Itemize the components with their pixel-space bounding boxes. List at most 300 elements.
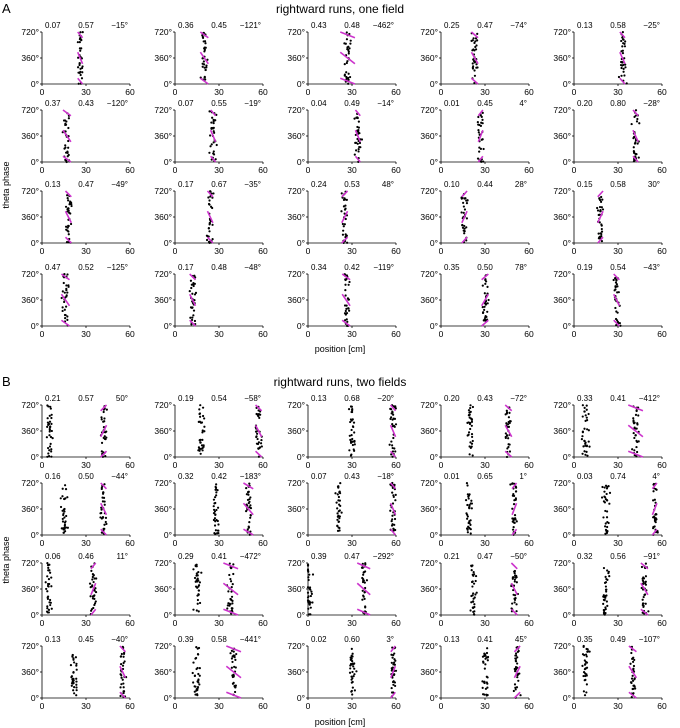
data-point [198, 408, 200, 410]
data-point [49, 430, 51, 432]
y-tick-label: 360° [420, 584, 438, 594]
data-point [248, 482, 250, 484]
data-point [637, 414, 639, 416]
data-point [469, 524, 471, 526]
data-point [245, 487, 247, 489]
data-point [601, 496, 603, 498]
data-point [393, 447, 395, 449]
x-tick-label: 60 [391, 538, 401, 548]
data-point [201, 449, 203, 451]
x-tick-label: 0 [438, 460, 444, 470]
data-point [645, 581, 647, 583]
data-point [598, 214, 600, 216]
data-point [338, 503, 340, 505]
panel [420, 552, 534, 628]
data-point [202, 415, 204, 417]
panel [420, 99, 534, 175]
data-point [634, 141, 636, 143]
x-tick-label: 0 [571, 701, 577, 711]
data-point [605, 581, 607, 583]
panel [154, 21, 268, 97]
phase-precession-left-value: 0.03 [577, 472, 593, 481]
data-point [469, 428, 471, 430]
data-point [616, 283, 618, 285]
data-point [79, 38, 81, 40]
section-b-letter: B [2, 374, 11, 389]
x-tick-label: 30 [480, 246, 490, 256]
data-point [198, 589, 200, 591]
x-tick-label: 0 [571, 165, 577, 175]
data-point [195, 564, 197, 566]
data-point [48, 578, 50, 580]
fit-line [63, 110, 71, 116]
data-point [231, 596, 233, 598]
data-point [217, 530, 219, 532]
data-point [486, 311, 488, 313]
x-tick-label: 0 [305, 246, 311, 256]
phase-precession-mid-value: 0.41 [610, 394, 626, 403]
data-point [630, 652, 632, 654]
data-point [233, 675, 235, 677]
data-point [601, 486, 603, 488]
data-point [68, 233, 70, 235]
data-point [199, 602, 201, 604]
data-point [70, 664, 72, 666]
slope-angle-value: −49° [111, 180, 128, 189]
data-point [68, 154, 70, 156]
y-tick-label: 0° [429, 693, 438, 703]
data-point [506, 456, 508, 458]
x-tick-label: 0 [39, 460, 45, 470]
section-a-xlabel: position [cm] [314, 344, 366, 354]
panel [21, 99, 135, 175]
data-point [394, 499, 396, 501]
data-point [468, 434, 470, 436]
phase-precession-mid-value: 0.42 [344, 263, 360, 272]
y-tick-label: 360° [21, 426, 39, 436]
data-point [227, 590, 229, 592]
phase-precession-mid-value: 0.45 [78, 635, 94, 644]
data-point [346, 62, 348, 64]
slope-angle-value: 78° [514, 263, 527, 272]
slope-angle-value: 4° [652, 472, 660, 481]
y-tick-label: 720° [553, 558, 571, 568]
data-point [515, 487, 517, 489]
slope-angle-value: −292° [372, 552, 394, 561]
data-point [72, 681, 74, 683]
y-tick-label: 0° [429, 79, 438, 89]
data-point [620, 75, 622, 77]
fit-line [462, 191, 467, 197]
data-point [79, 47, 81, 49]
phase-precession-left-value: 0.07 [311, 472, 327, 481]
fit-line [355, 110, 360, 116]
data-point [66, 151, 68, 153]
data-point [105, 517, 107, 519]
data-point [66, 315, 68, 317]
data-point [197, 653, 199, 655]
x-tick-label: 30 [214, 246, 224, 256]
data-point [482, 687, 484, 689]
x-tick-label: 0 [172, 246, 178, 256]
data-point [75, 665, 77, 667]
data-point [307, 586, 309, 588]
data-point [645, 603, 647, 605]
slope-angle-value: 48° [381, 180, 394, 189]
x-tick-label: 60 [657, 87, 667, 97]
data-point [484, 278, 486, 280]
data-point [599, 206, 601, 208]
data-point [67, 284, 69, 286]
data-point [337, 499, 339, 501]
data-point [351, 671, 353, 673]
y-tick-label: 360° [154, 131, 172, 141]
data-point [310, 591, 312, 593]
data-point [230, 580, 232, 582]
y-tick-label: 720° [287, 27, 305, 37]
data-point [346, 242, 348, 244]
data-point [49, 445, 51, 447]
phase-precession-left-value: 0.17 [178, 180, 194, 189]
data-point [64, 314, 66, 316]
data-point [346, 31, 348, 33]
data-point [633, 678, 635, 680]
x-tick-label: 0 [172, 618, 178, 628]
y-tick-label: 0° [30, 452, 39, 462]
data-point [215, 494, 217, 496]
data-point [633, 659, 635, 661]
data-point [468, 527, 470, 529]
data-point [635, 109, 637, 111]
data-point [79, 72, 81, 74]
data-point [468, 497, 470, 499]
slope-angle-value: −15° [111, 21, 128, 30]
data-point [645, 562, 647, 564]
data-point [587, 650, 589, 652]
data-point [105, 523, 107, 525]
data-point [50, 576, 52, 578]
phase-precession-mid-value: 0.43 [78, 99, 94, 108]
data-point [51, 430, 53, 432]
data-point [66, 273, 68, 275]
data-point [652, 527, 654, 529]
data-point [198, 683, 200, 685]
data-point [602, 208, 604, 210]
slope-angle-value: 28° [514, 180, 527, 189]
y-tick-label: 720° [154, 27, 172, 37]
data-point [475, 67, 477, 69]
slope-angle-value: −44° [111, 472, 128, 481]
data-point [62, 306, 64, 308]
data-point [472, 406, 474, 408]
data-point [606, 499, 608, 501]
phase-precession-left-value: 0.29 [178, 552, 194, 561]
data-point [351, 411, 353, 413]
y-tick-label: 360° [21, 667, 39, 677]
x-tick-label: 30 [214, 701, 224, 711]
phase-precession-mid-value: 0.58 [610, 21, 626, 30]
data-point [470, 502, 472, 504]
data-point [352, 418, 354, 420]
data-point [471, 443, 473, 445]
data-point [76, 669, 78, 671]
data-point [352, 444, 354, 446]
data-point [105, 521, 107, 523]
panel [154, 263, 268, 339]
x-tick-label: 30 [347, 165, 357, 175]
data-point [508, 412, 510, 414]
data-point [606, 493, 608, 495]
data-point [394, 660, 396, 662]
phase-precession-left-value: 0.01 [444, 99, 460, 108]
x-tick-label: 0 [172, 460, 178, 470]
data-point [472, 440, 474, 442]
data-point [65, 515, 67, 517]
data-point [467, 529, 469, 531]
data-point [227, 602, 229, 604]
phase-precession-left-value: 0.13 [444, 635, 460, 644]
phase-precession-left-value: 0.43 [311, 21, 327, 30]
x-tick-label: 30 [480, 460, 490, 470]
data-point [194, 686, 196, 688]
data-point [390, 416, 392, 418]
data-point [393, 418, 395, 420]
data-point [344, 284, 346, 286]
data-point [599, 199, 601, 201]
data-point [248, 525, 250, 527]
data-point [203, 63, 205, 65]
data-point [348, 281, 350, 283]
data-point [506, 447, 508, 449]
y-tick-label: 360° [287, 584, 305, 594]
data-point [256, 438, 258, 440]
data-point [72, 678, 74, 680]
slope-angle-value: −25° [643, 21, 660, 30]
data-point [389, 444, 391, 446]
data-point [482, 693, 484, 695]
x-tick-label: 60 [125, 701, 135, 711]
y-tick-label: 720° [420, 269, 438, 279]
y-tick-label: 0° [562, 530, 571, 540]
data-point [101, 442, 103, 444]
data-point [194, 283, 196, 285]
data-point [632, 675, 634, 677]
x-tick-label: 0 [172, 329, 178, 339]
data-point [196, 688, 198, 690]
x-tick-label: 0 [39, 246, 45, 256]
slope-angle-value: −107° [638, 635, 660, 644]
data-point [230, 598, 232, 600]
data-point [90, 570, 92, 572]
data-point [472, 37, 474, 39]
phase-precession-mid-value: 0.56 [610, 552, 626, 561]
data-point [234, 691, 236, 693]
data-point [486, 652, 488, 654]
data-point [357, 150, 359, 152]
y-tick-label: 720° [21, 558, 39, 568]
data-point [255, 430, 257, 432]
data-point [202, 407, 204, 409]
data-point [361, 138, 363, 140]
phase-precession-left-value: 0.37 [45, 99, 61, 108]
y-tick-label: 720° [420, 558, 438, 568]
data-point [196, 609, 198, 611]
y-tick-label: 360° [154, 426, 172, 436]
data-point [614, 288, 616, 290]
data-point [615, 318, 617, 320]
data-point [208, 199, 210, 201]
data-point [605, 529, 607, 531]
data-point [514, 578, 516, 580]
x-tick-label: 60 [524, 329, 534, 339]
panel [287, 635, 401, 711]
data-point [487, 302, 489, 304]
data-point [93, 598, 95, 600]
data-point [65, 289, 67, 291]
x-tick-label: 30 [480, 538, 490, 548]
data-point [336, 512, 338, 514]
x-tick-label: 0 [172, 538, 178, 548]
data-point [229, 562, 231, 564]
panel [553, 635, 667, 711]
phase-precession-left-value: 0.19 [178, 394, 194, 403]
y-tick-label: 720° [154, 400, 172, 410]
data-point [357, 143, 359, 145]
data-point [472, 48, 474, 50]
phase-precession-mid-value: 0.43 [477, 394, 493, 403]
data-point [208, 227, 210, 229]
data-point [215, 487, 217, 489]
data-point [587, 413, 589, 415]
y-tick-label: 0° [296, 157, 305, 167]
data-point [586, 428, 588, 430]
data-point [588, 446, 590, 448]
data-point [606, 510, 608, 512]
x-tick-label: 60 [657, 329, 667, 339]
data-point [194, 675, 196, 677]
data-point [334, 492, 336, 494]
slope-angle-value: 3° [386, 635, 394, 644]
fit-line [511, 563, 517, 569]
data-point [586, 445, 588, 447]
data-point [123, 653, 125, 655]
y-tick-label: 360° [553, 53, 571, 63]
phase-precession-mid-value: 0.41 [211, 552, 227, 561]
data-point [604, 599, 606, 601]
y-tick-label: 720° [154, 269, 172, 279]
data-point [198, 610, 200, 612]
data-point [213, 532, 215, 534]
data-point [307, 595, 309, 597]
data-point [391, 492, 393, 494]
y-tick-label: 0° [562, 321, 571, 331]
data-point [338, 496, 340, 498]
data-point [106, 408, 108, 410]
data-point [389, 510, 391, 512]
phase-precession-left-value: 0.16 [45, 472, 61, 481]
data-point [352, 681, 354, 683]
phase-precession-mid-value: 0.46 [78, 552, 94, 561]
y-tick-label: 360° [287, 131, 305, 141]
data-point [64, 317, 66, 319]
data-point [391, 520, 393, 522]
x-tick-label: 30 [214, 165, 224, 175]
data-point [472, 592, 474, 594]
data-point [226, 607, 228, 609]
data-point [622, 39, 624, 41]
data-point [655, 489, 657, 491]
slope-angle-value: −18° [377, 472, 394, 481]
slope-angle-value: −121° [239, 21, 261, 30]
y-tick-label: 720° [553, 27, 571, 37]
data-point [604, 501, 606, 503]
data-point [641, 566, 643, 568]
slope-angle-value: −462° [372, 21, 394, 30]
data-point [602, 603, 604, 605]
data-point [192, 314, 194, 316]
data-point [49, 572, 51, 574]
slope-angle-value: −183° [239, 472, 261, 481]
data-point [347, 49, 349, 51]
section-b-xlabel: position [cm] [314, 717, 366, 727]
data-point [604, 496, 606, 498]
data-point [515, 603, 517, 605]
data-point [49, 426, 51, 428]
data-point [471, 436, 473, 438]
data-point [232, 583, 234, 585]
panel [154, 99, 268, 175]
data-point [632, 419, 634, 421]
data-point [101, 418, 103, 420]
data-point [350, 40, 352, 42]
y-tick-label: 0° [163, 321, 172, 331]
data-point [608, 575, 610, 577]
data-point [391, 515, 393, 517]
data-point [605, 522, 607, 524]
data-point [67, 147, 69, 149]
phase-precession-left-value: 0.13 [311, 394, 327, 403]
y-tick-label: 360° [420, 504, 438, 514]
y-tick-label: 720° [420, 400, 438, 410]
data-point [50, 585, 52, 587]
data-point [204, 42, 206, 44]
data-point [50, 450, 52, 452]
data-point [363, 571, 365, 573]
phase-precession-left-value: 0.25 [444, 21, 460, 30]
data-point [75, 656, 77, 658]
x-tick-label: 30 [613, 618, 623, 628]
data-point [622, 52, 624, 54]
data-point [515, 498, 517, 500]
data-point [45, 581, 47, 583]
data-point [308, 579, 310, 581]
x-tick-label: 60 [391, 165, 401, 175]
data-point [64, 530, 66, 532]
data-point [204, 49, 206, 51]
x-tick-label: 0 [438, 165, 444, 175]
data-point [355, 670, 357, 672]
data-point [606, 600, 608, 602]
slope-angle-value: −125° [106, 263, 128, 272]
y-tick-label: 0° [296, 321, 305, 331]
data-point [629, 663, 631, 665]
data-point [632, 685, 634, 687]
data-point [213, 119, 215, 121]
data-point [231, 602, 233, 604]
data-point [645, 575, 647, 577]
data-point [469, 453, 471, 455]
section-a-panels [21, 21, 667, 339]
